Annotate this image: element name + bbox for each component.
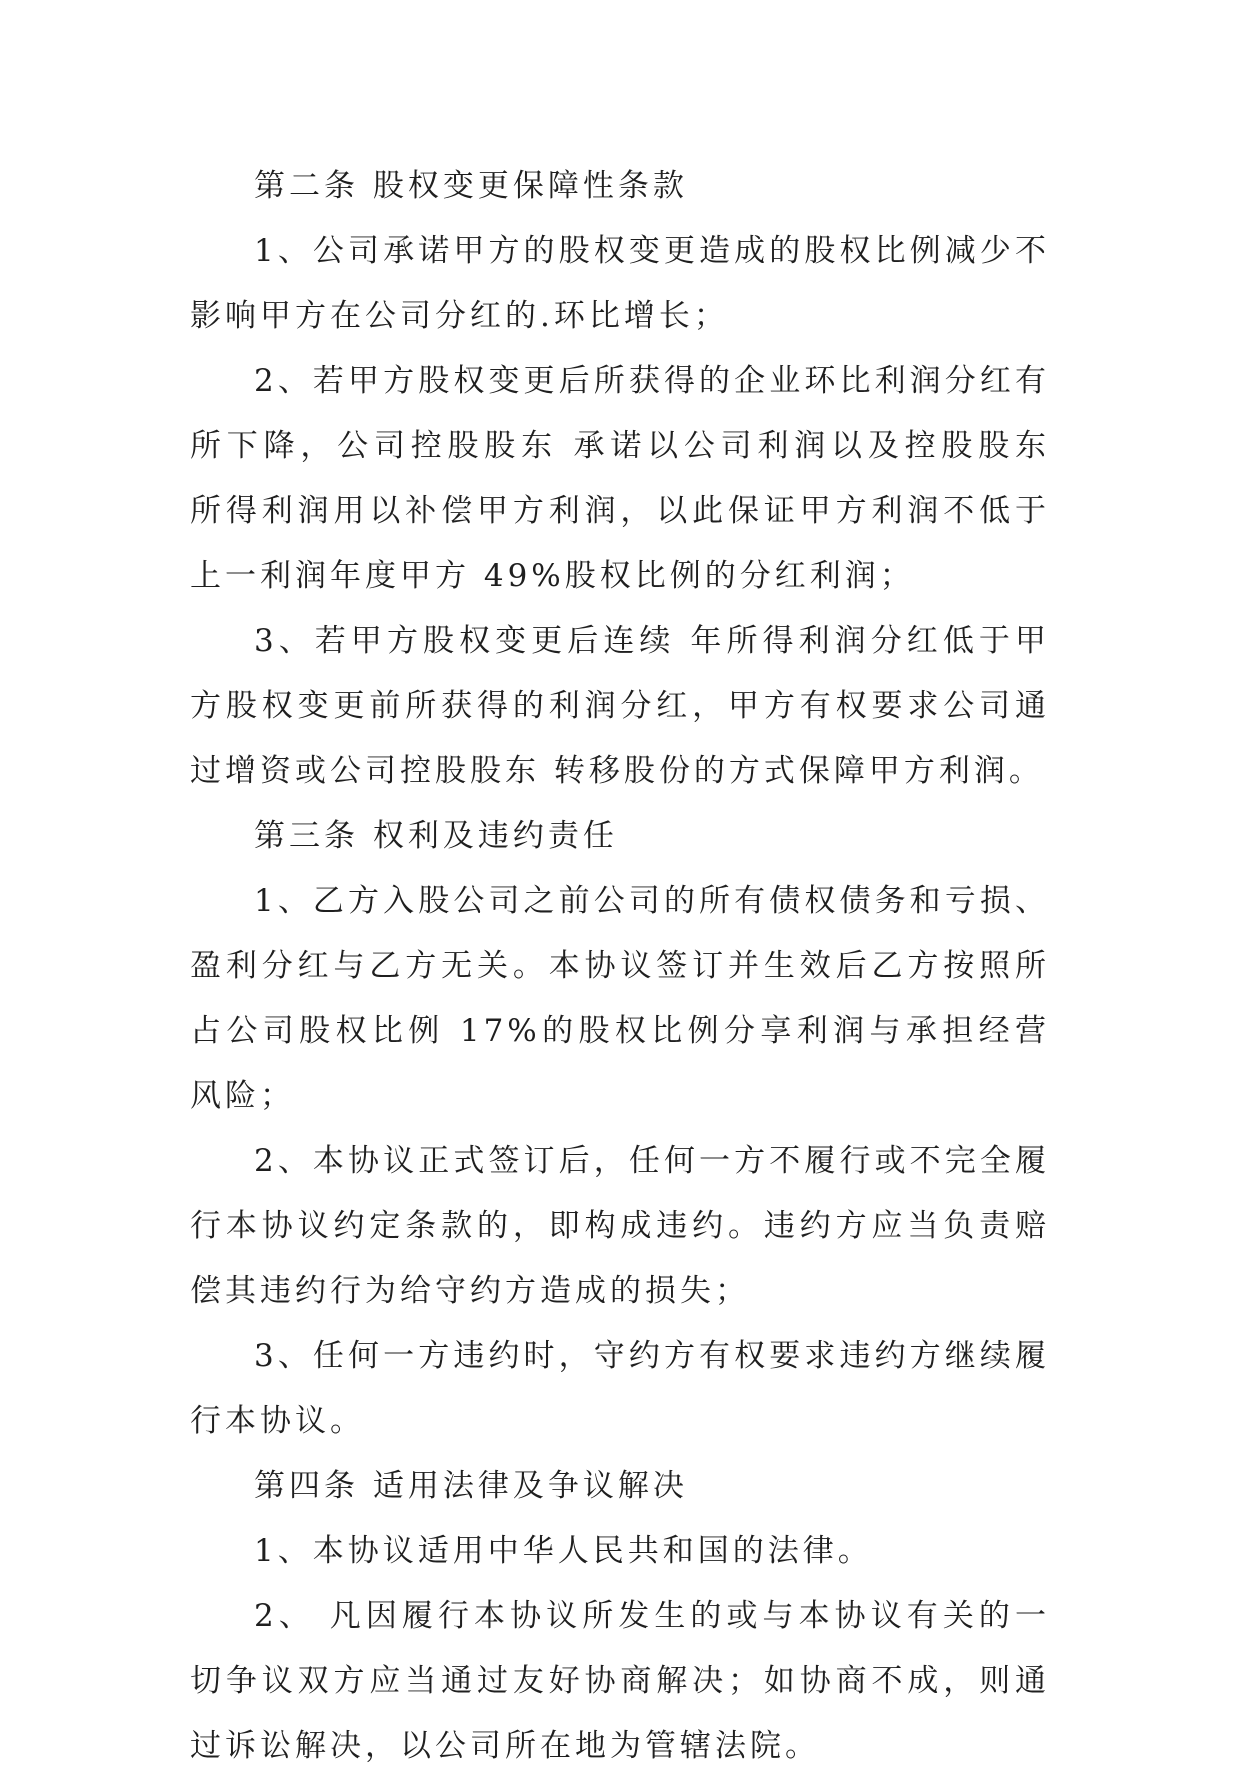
document-body	[190, 154, 1050, 1779]
article-2-heading: 第二条 股权变更保障性条款	[254, 168, 688, 204]
article-3-clause-2: 2、本协议正式签订后，任何一方不履行或不完全履行本协议约定条款的，即构成违约。违约方应当负责赔偿其违约行为给守约方造成的损失；	[190, 1143, 1050, 1309]
article-3-clause-3: 3、任何一方违约时，守约方有权要求违约方继续履行本协议。	[190, 1338, 1050, 1439]
article-3-heading: 第三条 权利及违约责任	[254, 818, 618, 854]
article-3-clause-1: 1、乙方入股公司之前公司的所有债权债务和亏损、盈利分红与乙方无关。本协议签订并生效后乙方按照所占公司股权比例 17%的股权比例分享利润与承担经营风险；	[190, 883, 1050, 1114]
article-2-clause-1: 1、公司承诺甲方的股权变更造成的股权比例减少不影响甲方在公司分红的.环比增长；	[190, 233, 1050, 334]
article-4-clause-1: 1、本协议适用中华人民共和国的法律。	[254, 1533, 873, 1569]
article-4-heading: 第四条 适用法律及争议解决	[254, 1468, 688, 1504]
article-2-clause-2: 2、若甲方股权变更后所获得的企业环比利润分红有所下降，公司控股股东 承诺以公司利润以及控股股东 所得利润用以补偿甲方利润，以此保证甲方利润不低于上一利润年度甲方 49%股权比例的分红利润；	[190, 363, 1050, 594]
article-2-clause-3: 3、若甲方股权变更后连续 年所得利润分红低于甲方股权变更前所获得的利润分红，甲方有权要求公司通过增资或公司控股股东 转移股份的方式保障甲方利润。	[190, 623, 1050, 789]
article-4-clause-2: 2、 凡因履行本协议所发生的或与本协议有关的一切争议双方应当通过友好协商解决；如协商不成，则通过诉讼解决，以公司所在地为管辖法院。	[190, 1598, 1050, 1764]
